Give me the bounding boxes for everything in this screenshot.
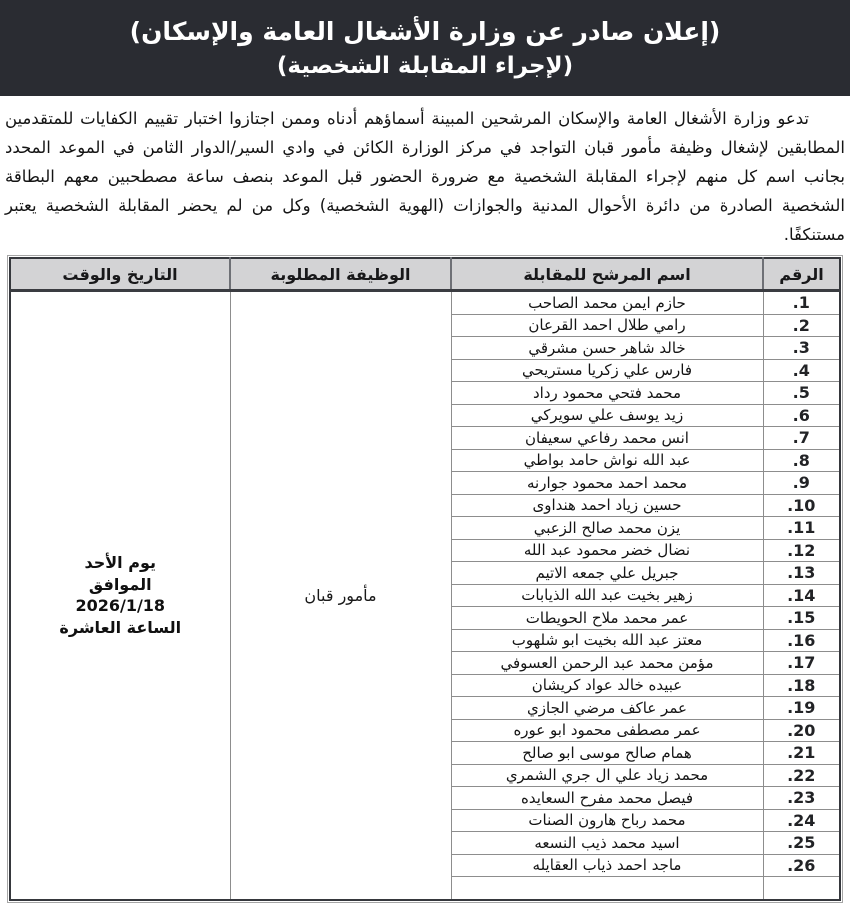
header-name: اسم المرشح للمقابلة	[451, 258, 763, 291]
interview-table	[9, 257, 841, 901]
candidate-name: جبريل علي جمعه الاتيم	[451, 562, 763, 585]
candidate-number: 7.	[763, 427, 840, 450]
candidate-number: 10.	[763, 494, 840, 517]
datetime-line-1: يوم الأحد	[84, 553, 156, 573]
candidate-number: 25.	[763, 832, 840, 855]
candidate-number: 20.	[763, 719, 840, 742]
datetime-line-2: الموافق	[88, 574, 152, 594]
candidate-number: 5.	[763, 382, 840, 405]
candidate-name: حازم ايمن محمد الصاحب	[451, 291, 763, 315]
header-job: الوظيفة المطلوبة	[230, 258, 451, 291]
candidate-name: عبيده خالد عواد كريشان	[451, 674, 763, 697]
candidate-number: 2.	[763, 314, 840, 337]
candidate-name: حسين زياد احمد هنداوى	[451, 494, 763, 517]
candidate-name: انس محمد رفاعي سعيفان	[451, 427, 763, 450]
candidate-number: 8.	[763, 449, 840, 472]
candidate-number: 12.	[763, 539, 840, 562]
banner-title-line2: (لإجراء المقابلة الشخصية)	[276, 53, 574, 79]
candidate-name: محمد احمد محمود جوارنه	[451, 472, 763, 495]
candidate-number: 18.	[763, 674, 840, 697]
candidate-name: عمر محمد ملاح الحويطات	[451, 607, 763, 630]
candidate-name: عمر مصطفى محمود ابو عوره	[451, 719, 763, 742]
header-datetime: التاريخ والوقت	[10, 258, 230, 291]
job-cell: مأمور قبان	[230, 291, 451, 900]
candidate-name: مؤمن محمد عبد الرحمن العسوفي	[451, 652, 763, 675]
candidate-number: 3.	[763, 337, 840, 360]
candidate-number: 16.	[763, 629, 840, 652]
candidate-name: عبد الله نواش حامد بواطي	[451, 449, 763, 472]
candidate-number: 17.	[763, 652, 840, 675]
candidate-name: همام صالح موسى ابو صالح	[451, 742, 763, 765]
candidate-number: 19.	[763, 697, 840, 720]
datetime-cell	[10, 291, 230, 900]
announcement-banner	[0, 0, 850, 96]
candidate-name: عمر عاكف مرضي الجازي	[451, 697, 763, 720]
candidate-name: يزن محمد صالح الزعبي	[451, 517, 763, 540]
candidate-name: فيصل محمد مفرح السعايده	[451, 787, 763, 810]
candidate-name: ماجد احمد ذياب العقايله	[451, 854, 763, 877]
candidate-number: 23.	[763, 787, 840, 810]
table-body	[10, 291, 840, 900]
candidate-number	[763, 877, 840, 900]
datetime-line-4: الساعة العاشرة	[59, 617, 182, 637]
candidate-number: 9.	[763, 472, 840, 495]
candidate-name: اسيد محمد ذيب النسعه	[451, 832, 763, 855]
candidate-name: محمد زياد علي ال جري الشمري	[451, 764, 763, 787]
candidate-number: 22.	[763, 764, 840, 787]
candidate-number: 13.	[763, 562, 840, 585]
candidate-name: خالد شاهر حسن مشرقي	[451, 337, 763, 360]
candidate-number: 4.	[763, 359, 840, 382]
intro-paragraph: تدعو وزارة الأشغال العامة والإسكان المرشحين المبينة أسماؤهم أدناه وممن اجتازوا اختبار تقييم الكفايات للمتقدمين المطابقين لإشغال وظيفة مأمور قبان التواجد في مركز الوزارة الكائن في وادي السير/الدوار الثامن في الموعد المحدد بجانب اسم كل منهم لإجراء المقابلة الشخصية مع ضرورة الحضور قبل الموعد بنصف ساعة مصطحبين معهم البطاقة الشخصية الصادرة من دائرة الأحوال المدنية والجوازات (الهوية الشخصية) وكل من لم يحضر المقابلة الشخصية يعتبر مستنكفًا.	[5, 109, 845, 244]
candidate-number: 1.	[763, 291, 840, 315]
header-number: الرقم	[763, 258, 840, 291]
candidate-number: 6.	[763, 404, 840, 427]
candidate-name: محمد فتحي محمود رداد	[451, 382, 763, 405]
candidate-number: 11.	[763, 517, 840, 540]
candidate-number: 21.	[763, 742, 840, 765]
candidate-number: 26.	[763, 854, 840, 877]
candidate-number: 14.	[763, 584, 840, 607]
candidate-name: زيد يوسف علي سويركي	[451, 404, 763, 427]
banner-title-line1: (إعلان صادر عن وزارة الأشغال العامة والإسكان)	[129, 17, 721, 46]
datetime-line-3: 2026/1/18	[75, 596, 166, 616]
candidate-name: فارس علي زكريا مستريحي	[451, 359, 763, 382]
candidate-number: 15.	[763, 607, 840, 630]
table-header-row	[10, 258, 840, 291]
candidate-name: رامي طلال احمد القرعان	[451, 314, 763, 337]
table-row	[10, 291, 840, 315]
candidate-name: نضال خضر محمود عبد الله	[451, 539, 763, 562]
candidate-name: محمد رباح هارون الصنات	[451, 809, 763, 832]
candidate-name: زهير بخيت عبد الله الذيابات	[451, 584, 763, 607]
candidate-number: 24.	[763, 809, 840, 832]
candidate-name: معتز عبد الله بخيت ابو شلهوب	[451, 629, 763, 652]
interview-table-wrap	[7, 255, 843, 903]
candidate-name	[451, 877, 763, 900]
